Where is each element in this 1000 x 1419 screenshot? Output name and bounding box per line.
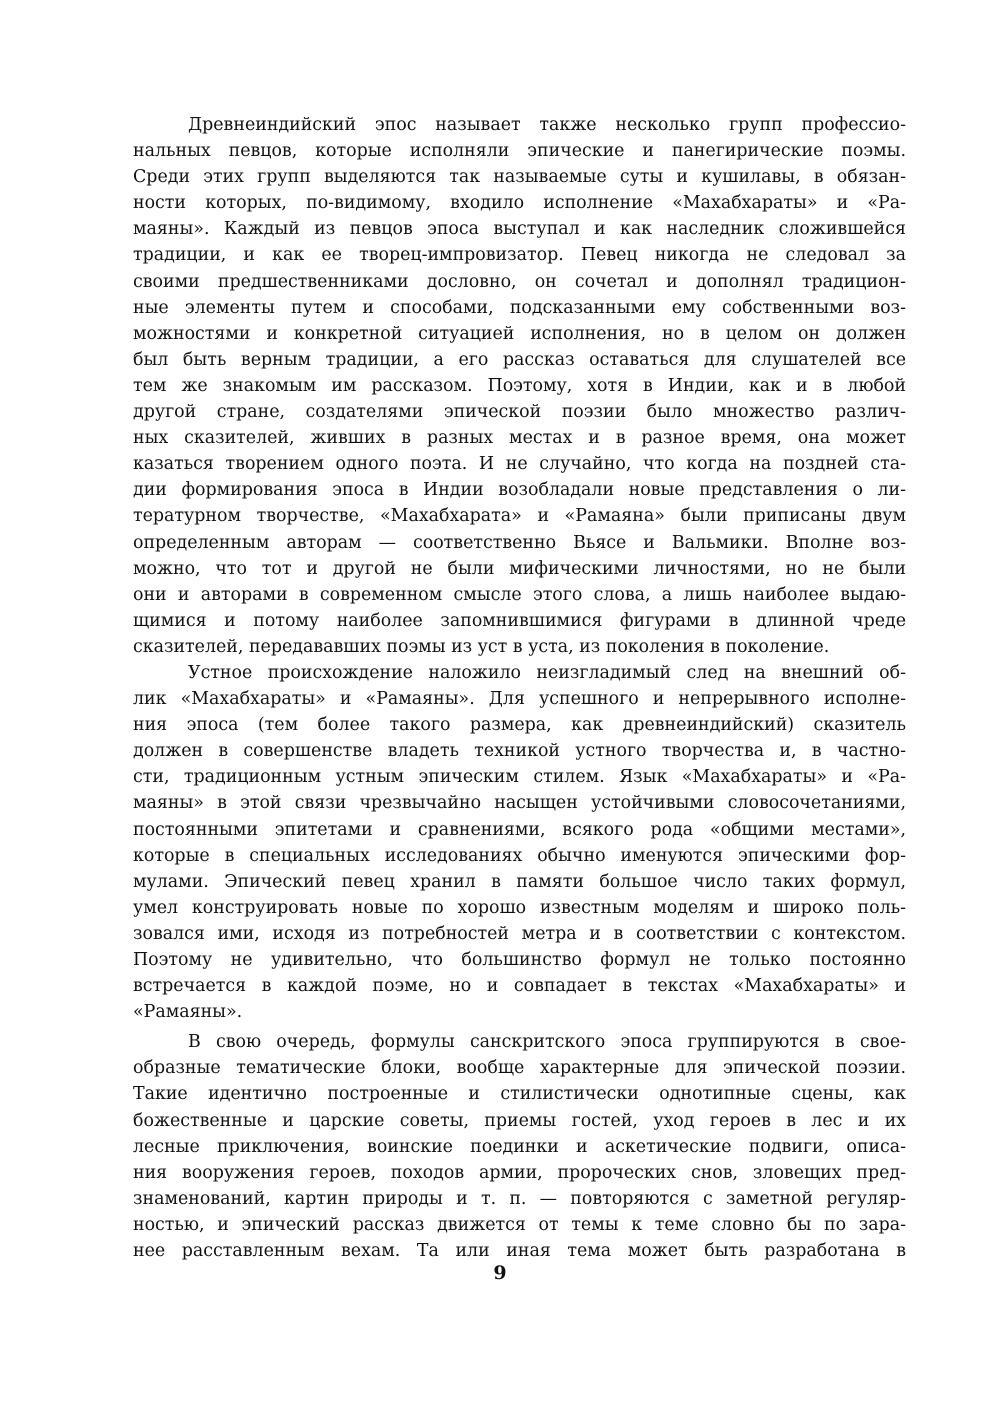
body-text	[133, 112, 906, 1264]
text-line: лесные приключения, воинские поединки и аскетические подвиги, описа-	[133, 1136, 906, 1157]
text-line: можностями и конкретной ситуацией исполнения, но в целом он должен	[133, 323, 906, 344]
text-line: лик «Махабхараты» и «Рамаяны». Для успешного и непрерывного исполне-	[133, 689, 906, 710]
text-line: образные тематические блоки, вообще характерные для эпической поэзии.	[133, 1058, 906, 1079]
text-line: Такие идентично построенные и стилистически однотипные сцены, как	[133, 1084, 906, 1105]
text-line: мулами. Эпический певец хранил в памяти большое число таких формул,	[133, 871, 906, 892]
text-line: ния вооружения героев, походов армии, пророческих снов, зловещих пред-	[133, 1162, 906, 1183]
text-line: нее расставленным вехам. Та или иная тема может быть разработана в	[133, 1241, 906, 1262]
text-line: тературном творчестве, «Махабхарата» и «Рамаяна» были приписаны двум	[133, 506, 906, 527]
text-line: Устное происхождение наложило неизгладимый след на внешний об-	[188, 662, 906, 683]
text-line: ных сказителей, живших в разных местах и в разное время, она может	[133, 428, 906, 449]
text-line: щимися и потому наиболее запомнившимися фигурами в длинной чреде	[133, 610, 906, 631]
text-line: «Рамаяны».	[133, 1002, 243, 1023]
text-line: маяны». Каждый из певцов эпоса выступал и как наследник сложившейся	[133, 219, 906, 240]
text-line: они и авторами в современном смысле этого слова, а лишь наиболее выдаю-	[133, 584, 906, 605]
text-line: умел конструировать новые по хорошо известным моделям и широко поль-	[133, 897, 906, 918]
text-line: был быть верным традиции, а его рассказ оставаться для слушателей все	[133, 349, 906, 370]
text-line: ные элементы путем и способами, подсказанными ему собственными воз-	[133, 297, 906, 318]
text-line: постоянными эпитетами и сравнениями, всякого рода «общими местами»,	[133, 819, 906, 840]
text-line: другой стране, создателями эпической поэзии было множество различ-	[133, 402, 906, 423]
text-line: ностью, и эпический рассказ движется от темы к теме словно бы по зара-	[133, 1214, 906, 1235]
text-line: которые в специальных исследованиях обычно именуются эпическими фор-	[133, 845, 906, 866]
text-line: Поэтому не удивительно, что большинство формул не только постоянно	[133, 950, 906, 970]
text-line: тем же знакомым им рассказом. Поэтому, хотя в Индии, как и в любой	[133, 375, 906, 396]
text-line: В свою очередь, формулы санскритского эпоса группируются в свое-	[188, 1032, 906, 1053]
text-line: можно, что тот и другой не были мифическими личностями, но не были	[133, 558, 906, 579]
text-line: сказителей, передававших поэмы из уст в уста, из поколения в поколение.	[133, 636, 830, 657]
text-line: традиции, и как ее творец-импровизатор. Певец никогда не следовал за	[133, 245, 906, 266]
text-line: определенным авторам — соответственно Вьясе и Вальмики. Вполне воз-	[133, 532, 906, 553]
text-line: ния эпоса (тем более такого размера, как древнеиндийский) сказитель	[133, 715, 906, 736]
text-line: казаться творением одного поэта. И не случайно, что когда на поздней ста-	[133, 454, 906, 475]
page-number: 9	[493, 1262, 507, 1284]
text-line: маяны» в этой связи чрезвычайно насыщен устойчивыми словосочетаниями,	[133, 793, 906, 814]
text-line: сти, традиционным устным эпическим стилем. Язык «Махабхараты» и «Ра-	[133, 767, 906, 788]
text-line: ности которых, по-видимому, входило исполнение «Махабхараты» и «Ра-	[133, 193, 906, 214]
text-line: Древнеиндийский эпос называет также несколько групп профессио-	[188, 115, 906, 135]
text-line: должен в совершенстве владеть техникой устного творчества и, в частно-	[133, 741, 906, 762]
text-line: знаменований, картин природы и т. п. — повторяются с заметной регуляр-	[133, 1188, 906, 1209]
text-line: дии формирования эпоса в Индии возобладали новые представления о ли-	[133, 480, 906, 501]
text-line: нальных певцов, которые исполняли эпические и панегирические поэмы.	[133, 141, 906, 162]
text-line: божественные и царские советы, приемы гостей, уход героев в лес и их	[133, 1110, 906, 1131]
text-line: встречается в каждой поэме, но и совпадает в текстах «Махабхараты» и	[133, 976, 906, 997]
text-line: зовался ими, исходя из потребностей метра и в соответствии с контекстом.	[133, 923, 906, 944]
text-line: своими предшественниками дословно, он сочетал и дополнял традицион-	[133, 271, 906, 292]
text-line: Среди этих групп выделяются так называемые суты и кушилавы, в обязан-	[133, 167, 906, 188]
